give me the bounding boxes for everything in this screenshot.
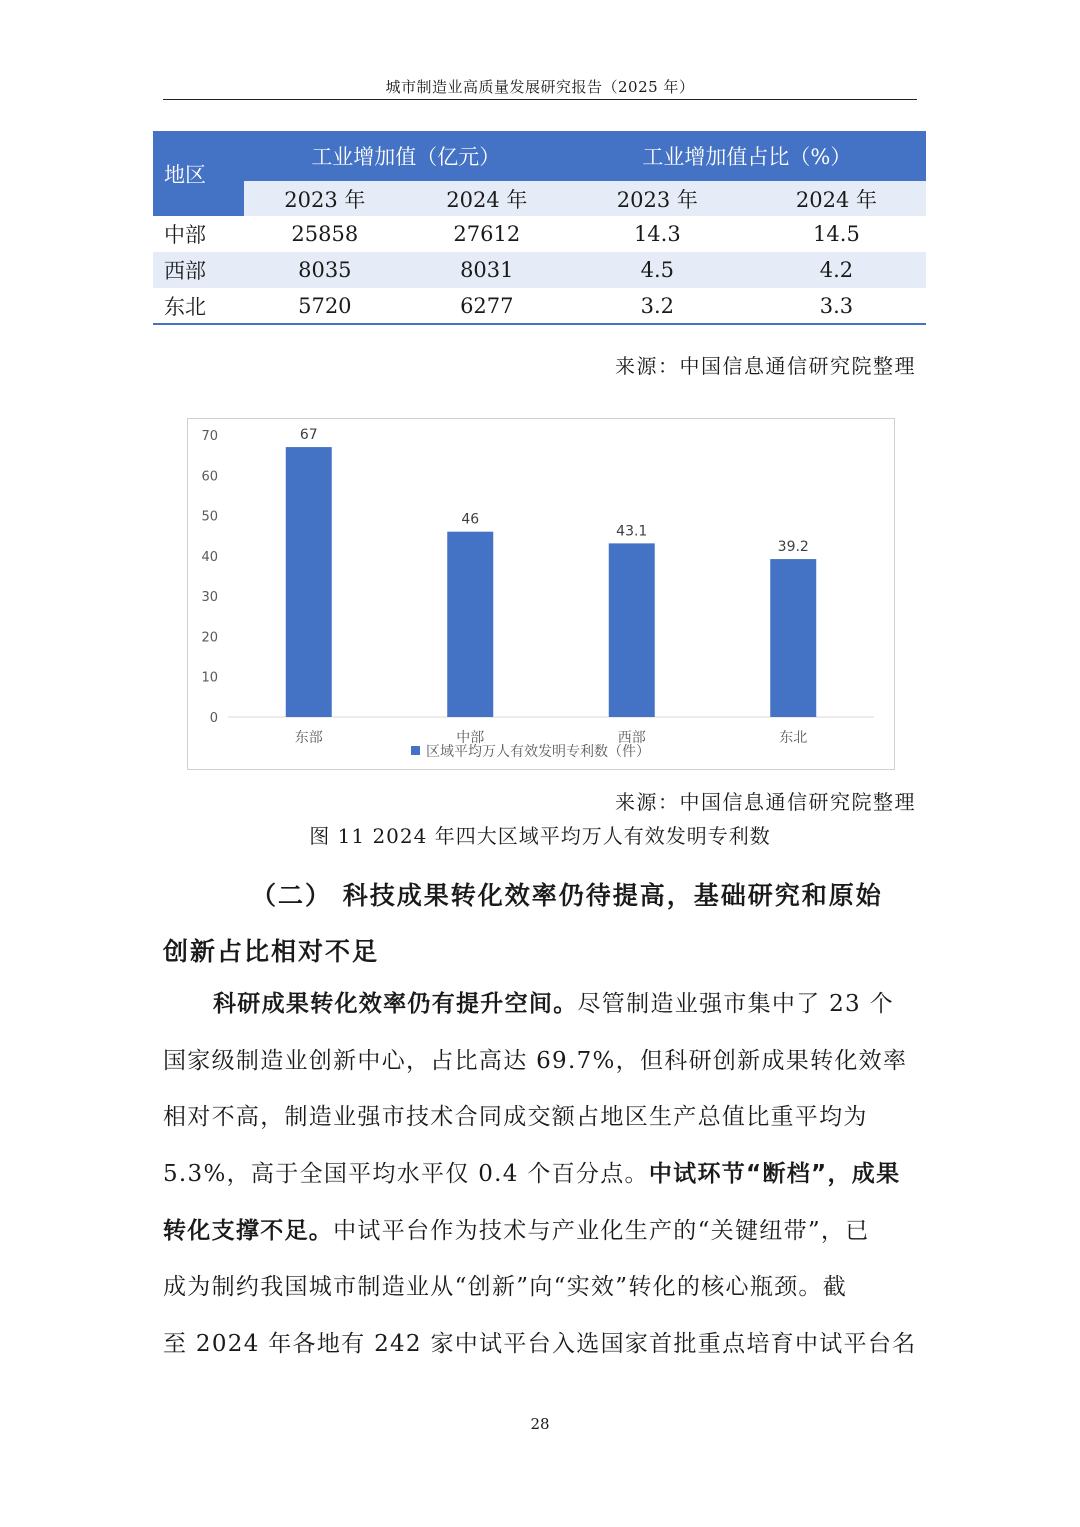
table-cell-region: 中部 bbox=[164, 223, 206, 247]
legend-swatch bbox=[411, 746, 420, 755]
table-cell: 6277 bbox=[406, 288, 568, 324]
table-cell: 27612 bbox=[453, 222, 521, 246]
body-line: 相对不高，制造业强市技术合同成交额占地区生产总值比重平均为 bbox=[163, 1104, 868, 1131]
chart-bar bbox=[609, 543, 655, 717]
body-emphasis: 中试环节“断档”，成果 bbox=[648, 1161, 901, 1188]
x-category-label: 东北 bbox=[779, 730, 808, 746]
x-category-label: 西部 bbox=[617, 730, 646, 746]
bar-value-label: 46 bbox=[461, 511, 480, 528]
header-rule bbox=[163, 99, 917, 100]
table-cell: 4.2 bbox=[819, 258, 854, 282]
page-header: 城市制造业高质量发展研究报告（2025 年） bbox=[385, 78, 695, 96]
y-tick-label: 40 bbox=[201, 549, 218, 565]
table-cell-region: 东北 bbox=[153, 288, 244, 324]
y-tick-label: 10 bbox=[201, 670, 218, 686]
chart-bar bbox=[286, 447, 332, 717]
legend-label: 区域平均万人有效发明专利数（件） bbox=[426, 744, 650, 760]
y-tick-label: 50 bbox=[201, 509, 218, 525]
y-tick-label: 20 bbox=[201, 630, 218, 646]
table-cell-region: 西部 bbox=[164, 259, 206, 283]
table-header-group: 工业增加值占比（%） bbox=[642, 145, 852, 169]
table-header-year: 2024 年 bbox=[747, 181, 926, 216]
table-row bbox=[153, 288, 926, 324]
y-tick-label: 60 bbox=[201, 469, 218, 485]
x-category-label: 中部 bbox=[456, 730, 485, 746]
table-cell: 25858 bbox=[291, 222, 359, 246]
body-emphasis: 转化支撑不足。 bbox=[163, 1217, 334, 1244]
body-text: 中试平台作为技术与产业化生产的“关键纽带”，已 bbox=[333, 1217, 870, 1244]
body-line bbox=[163, 1203, 917, 1260]
table-cell: 3.2 bbox=[568, 288, 747, 324]
chart-source: 来源：中国信息通信研究院整理 bbox=[615, 790, 916, 814]
y-tick-label: 0 bbox=[209, 711, 218, 726]
bar-value-label: 67 bbox=[299, 427, 318, 444]
table-header-year: 2024 年 bbox=[406, 181, 568, 216]
chart-bar bbox=[770, 559, 816, 717]
body-line bbox=[163, 1146, 917, 1203]
table-cell: 4.5 bbox=[640, 258, 675, 282]
body-text: 5.3%，高于全国平均水平仅 0.4 个百分点。 bbox=[163, 1161, 649, 1188]
y-tick-label: 30 bbox=[201, 590, 218, 606]
x-category-label: 东部 bbox=[294, 730, 323, 746]
table-cell: 8031 bbox=[460, 258, 514, 282]
body-emphasis: 科研成果转化效率仍有提升空间。 bbox=[213, 991, 578, 1017]
section-heading-line1: （二） 科技成果转化效率仍待提高，基础研究和原始 bbox=[251, 881, 883, 910]
chart-bar bbox=[447, 532, 493, 717]
body-line bbox=[163, 976, 917, 1033]
section-heading-line2: 创新占比相对不足 bbox=[163, 937, 380, 966]
body-paragraph bbox=[163, 976, 917, 1373]
table-cell: 3.3 bbox=[747, 288, 926, 324]
body-line: 至 2024 年各地有 242 家中试平台入选国家首批重点培育中试平台名 bbox=[163, 1331, 917, 1358]
y-tick-label: 70 bbox=[201, 429, 218, 444]
chart-svg bbox=[188, 419, 894, 769]
page-number: 28 bbox=[530, 1415, 550, 1433]
table-source: 来源：中国信息通信研究院整理 bbox=[615, 354, 916, 378]
bar-value-label: 43.1 bbox=[616, 523, 648, 540]
industry-table bbox=[153, 131, 926, 325]
patent-bar-chart bbox=[187, 418, 895, 770]
table-cell: 14.5 bbox=[813, 222, 860, 246]
table-row bbox=[153, 216, 926, 252]
body-line: 国家级制造业创新中心，占比高达 69.7%，但科研创新成果转化效率 bbox=[163, 1047, 908, 1074]
table-header-year: 2023 年 bbox=[568, 181, 747, 216]
table-row bbox=[153, 252, 926, 288]
table-cell: 5720 bbox=[244, 288, 406, 324]
table-header-group: 工业增加值（亿元） bbox=[311, 145, 501, 169]
body-line: 成为制约我国城市制造业从“创新”向“实效”转化的核心瓶颈。截 bbox=[163, 1274, 848, 1301]
bar-value-label: 39.2 bbox=[777, 539, 809, 556]
table-cell: 14.3 bbox=[633, 222, 681, 246]
table-header-year: 2023 年 bbox=[244, 181, 406, 216]
figure-caption: 图 11 2024 年四大区域平均万人有效发明专利数 bbox=[309, 824, 771, 848]
table-cell: 8035 bbox=[298, 258, 352, 282]
table-header-region: 地区 bbox=[153, 131, 244, 216]
body-text: 尽管制造业强市集中了 23 个 bbox=[577, 991, 894, 1017]
